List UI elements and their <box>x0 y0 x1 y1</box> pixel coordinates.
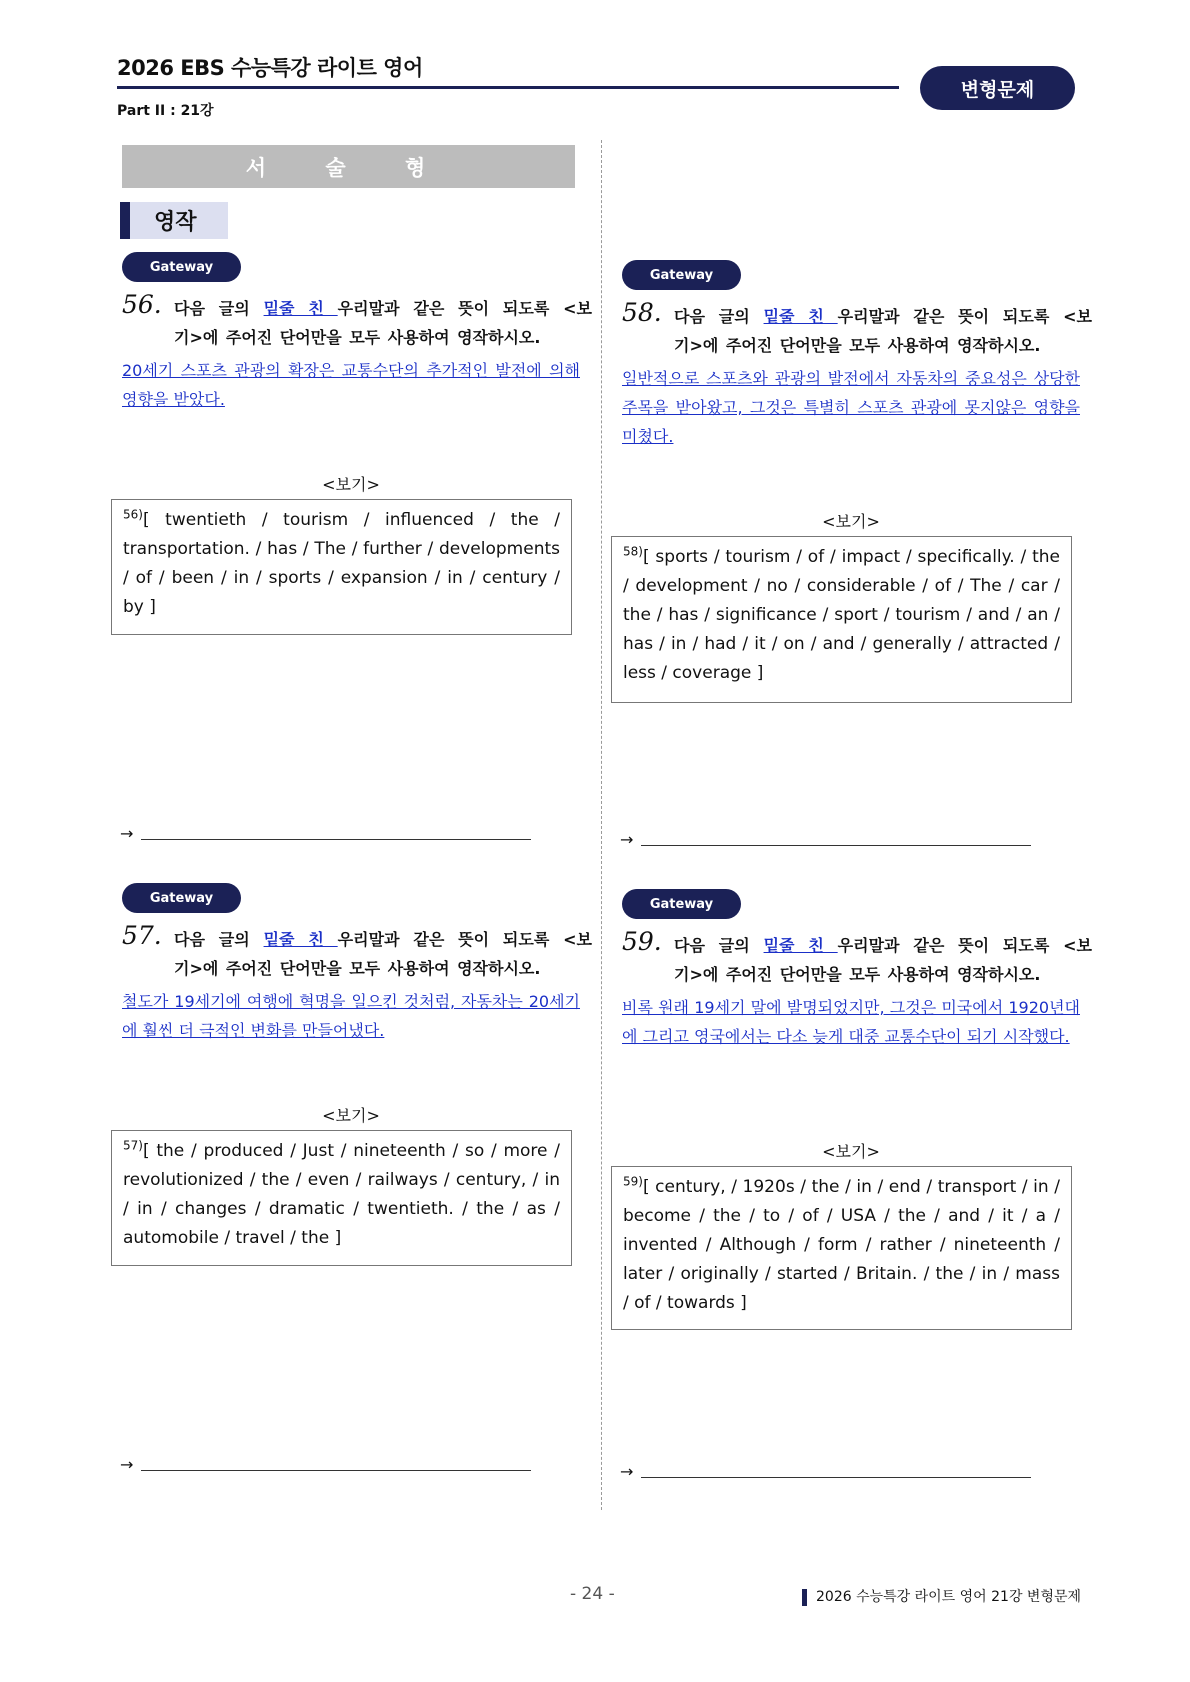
word-list: [ century, / 1920s / the / in / end / transport / in / become / the / to / of / USA / the / and / it / a / invented / Although / form / rather / nineteenth / later / originally / started / Britain. / the / in / mass / of / towards ] <box>623 1177 1060 1313</box>
arrow-icon: → <box>120 1455 134 1474</box>
column-divider <box>601 140 602 1510</box>
variant-badge: 변형문제 <box>920 66 1075 110</box>
gateway-tag: Gateway <box>122 883 241 913</box>
document-title: 2026 EBS 수능특강 라이트 영어 <box>117 56 423 80</box>
word-box <box>111 499 572 635</box>
header-divider <box>117 86 899 89</box>
word-list: [ the / produced / Just / nineteenth / so / more / revolutionized / the / even / railways / century, / in / in / changes / dramatic / twentieth. / the / as / automobile / travel / the ] <box>123 1141 560 1248</box>
arrow-icon: → <box>120 824 134 843</box>
question-number: 58. <box>622 298 662 327</box>
korean-sentence: 일반적으로 스포츠와 관광의 발전에서 자동차의 중요성은 상당한 주목을 받아왔고, 그것은 특별히 스포츠 관광에 못지않은 영향을 미쳤다. <box>622 369 1080 446</box>
page-number: - 24 - <box>570 1584 615 1604</box>
word-box <box>611 1166 1072 1330</box>
word-box <box>611 536 1072 703</box>
korean-sentence: 비록 원래 19세기 말에 발명되었지만, 그것은 미국에서 1920년대에 그리고 영국에서는 다소 늦게 대중 교통수단이 되기 시작했다. <box>622 998 1080 1046</box>
box-number: 59) <box>623 1174 643 1189</box>
bogi-label: <보기> <box>822 1142 880 1161</box>
box-number: 58) <box>623 544 643 559</box>
question-instruction: 다음 글의 밑줄 친 우리말과 같은 뜻이 되도록 <보 기>에 주어진 단어만을 모두 사용하여 영작하시오. <box>674 307 1093 355</box>
answer-line[interactable] <box>620 1462 1031 1481</box>
word-list: [ twentieth / tourism / influenced / the / transportation. / has / The / further / developments / of / been / in / sports / expansion / in / century / by ] <box>123 510 560 617</box>
arrow-icon: → <box>620 830 634 849</box>
subsection-title: 영작 <box>120 202 228 239</box>
korean-sentence: 철도가 19세기에 여행에 혁명을 일으킨 것처럼, 자동차는 20세기에 훨씬 더 극적인 변화를 만들어냈다. <box>122 992 580 1040</box>
bogi-label: <보기> <box>322 1106 380 1125</box>
answer-line[interactable] <box>120 824 531 843</box>
gateway-tag: Gateway <box>622 260 741 290</box>
question-instruction: 다음 글의 밑줄 친 우리말과 같은 뜻이 되도록 <보 기>에 주어진 단어만을 모두 사용하여 영작하시오. <box>174 299 593 347</box>
word-list: [ sports / tourism / of / impact / specifically. / the / development / no / considerable / of / The / car / the / has / significance / sport / tourism / and / an / has / in / had / it / on / and / generally / attracted / less / coverage ] <box>623 547 1060 683</box>
arrow-icon: → <box>620 1462 634 1481</box>
part-label: Part II : 21강 <box>117 103 214 119</box>
section-title-bar: 서 술 형 <box>122 145 575 188</box>
question-number: 59. <box>622 927 662 956</box>
box-number: 57) <box>123 1138 143 1153</box>
gateway-tag: Gateway <box>122 252 241 282</box>
answer-line[interactable] <box>120 1455 531 1474</box>
question-instruction: 다음 글의 밑줄 친 우리말과 같은 뜻이 되도록 <보 기>에 주어진 단어만을 모두 사용하여 영작하시오. <box>674 936 1093 984</box>
question-number: 57. <box>122 921 162 950</box>
box-number: 56) <box>123 507 143 522</box>
bogi-label: <보기> <box>822 512 880 531</box>
gateway-tag: Gateway <box>622 889 741 919</box>
word-box <box>111 1130 572 1266</box>
korean-sentence: 20세기 스포츠 관광의 확장은 교통수단의 추가적인 발전에 의해 영향을 받았다. <box>122 361 580 409</box>
question-number: 56. <box>122 290 162 319</box>
answer-line[interactable] <box>620 830 1031 849</box>
question-instruction: 다음 글의 밑줄 친 우리말과 같은 뜻이 되도록 <보 기>에 주어진 단어만을 모두 사용하여 영작하시오. <box>174 930 593 978</box>
bogi-label: <보기> <box>322 475 380 494</box>
footer-title: 2026 수능특강 라이트 영어 21강 변형문제 <box>802 1589 1081 1606</box>
